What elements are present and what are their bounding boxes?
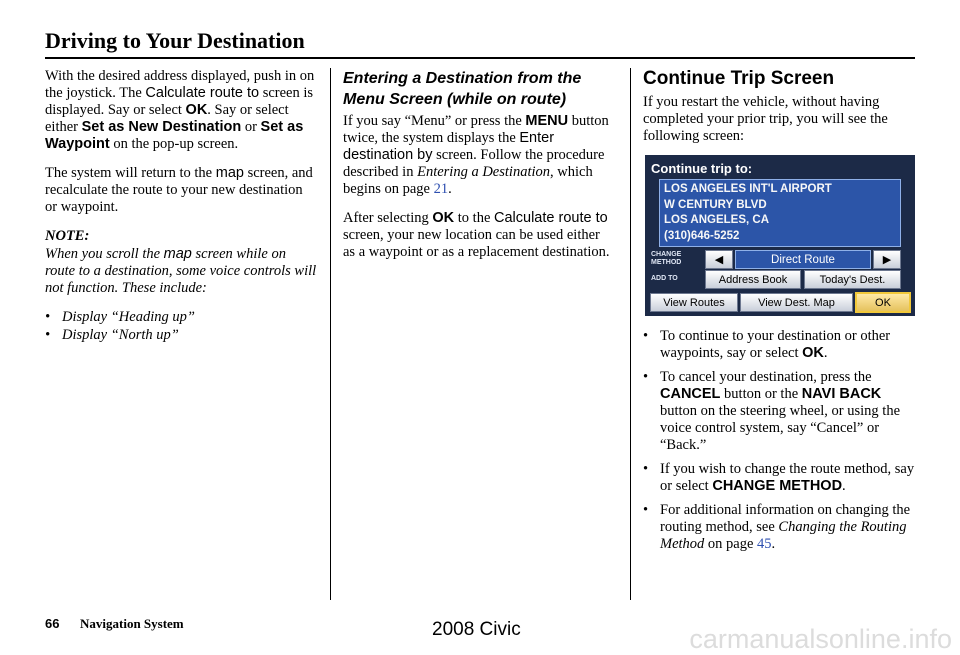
text-run: Set as Waypoint (45, 119, 304, 152)
note-body (45, 246, 317, 297)
todays-dest-button[interactable]: Today's Dest. (804, 270, 901, 289)
text-run: on the pop-up screen. (109, 136, 239, 152)
view-dest-map-button[interactable]: View Dest. Map (740, 293, 853, 312)
route-method-display: Direct Route (735, 250, 871, 269)
text-run: screen is displayed. Say or select (45, 85, 314, 118)
text-run: or (241, 119, 261, 135)
text-run: If you wish to change the route method, say or select (660, 461, 915, 494)
text-run: screen, your new location can be used either as a waypoint or as a replacement destination. (343, 227, 610, 260)
text-run: CANCEL (660, 386, 721, 402)
text-run: For additional information on changing the routing method, see (660, 502, 911, 535)
bullet-icon: • (45, 327, 51, 343)
add-to-label: ADD TO (651, 275, 678, 282)
site-watermark: carmanualsonline.info (689, 624, 952, 654)
list-item (643, 502, 918, 553)
text-run: NAVI BACK (801, 386, 882, 402)
bullet-icon: • (643, 461, 649, 477)
change-method-label: CHANGE METHOD (651, 251, 682, 266)
text-run: map (163, 246, 192, 262)
arrow-left-icon: ◀ (714, 254, 724, 266)
text-run: OK (185, 102, 208, 118)
text-run: button twice, the system displays the (343, 113, 609, 146)
footer-label: Navigation System (80, 616, 184, 631)
text-run: . (823, 345, 828, 361)
text-run: After selecting (343, 210, 433, 226)
text-run: OK (432, 210, 455, 226)
column-right (643, 68, 918, 560)
text-run: MENU (525, 113, 569, 129)
address-line: LOS ANGELES, CA (664, 214, 769, 226)
ok-button[interactable]: OK (855, 292, 911, 313)
paragraph-recalculate (45, 165, 317, 216)
text-run: to the (454, 210, 495, 226)
text-run: Calculate route to (145, 85, 260, 101)
text-run: Set as New Destination (81, 119, 242, 135)
paragraph-after-ok (343, 210, 613, 261)
bullet-icon: • (45, 309, 51, 325)
note-bullet: • Display “North up” (45, 327, 179, 343)
paragraph-calculate-route (45, 68, 317, 153)
note-label: NOTE: (45, 228, 90, 244)
address-line: LOS ANGELES INT'L AIRPORT (664, 183, 832, 195)
text-run: . (448, 181, 452, 197)
text-run: To cancel your destination, press the (660, 369, 872, 385)
section-heading-continue-trip: Continue Trip Screen (643, 68, 835, 89)
column-divider (330, 68, 331, 600)
page-title: Driving to Your Destination (45, 28, 305, 53)
view-routes-button[interactable]: View Routes (650, 293, 738, 312)
arrow-right-icon: ▶ (882, 254, 892, 266)
text-run: To continue to your destination or other waypoints, say or select (660, 328, 891, 361)
text-run: The system will return to the (45, 165, 216, 181)
paragraph-intro: If you restart the vehicle, without having completed your prior trip, you will see the following screen: (643, 94, 888, 144)
bullet-icon: • (643, 328, 649, 344)
address-book-button[interactable]: Address Book (705, 270, 801, 289)
page-link[interactable]: 21 (433, 181, 449, 197)
page-number: 66 (45, 616, 60, 631)
text-run: map (215, 165, 244, 181)
text-run: screen, and recalculate the route to your new destination or waypoint. (45, 165, 313, 215)
note-bullet-list (45, 309, 317, 344)
model-watermark: 2008 Civic (432, 619, 521, 640)
text-run: screen. Follow the procedure described in (343, 147, 605, 180)
text-run: When you scroll the (45, 246, 164, 262)
text-run: Enter destination by (343, 130, 555, 163)
text-run: button or the (720, 386, 802, 402)
title-rule (45, 57, 915, 59)
text-run: . Say or select either (45, 102, 289, 135)
bullet-icon: • (643, 502, 649, 518)
column-divider (630, 68, 631, 600)
note-bullet: • Display “Heading up” (45, 309, 195, 325)
text-run: , which begins on page (343, 164, 593, 197)
column-left (45, 68, 317, 345)
text-run: OK (802, 345, 824, 361)
continue-trip-screen (645, 155, 915, 316)
text-run: If you say “Menu” or press the (343, 113, 526, 129)
section-heading-menu-destination: Entering a Destination from the Menu Screen (while on route) (343, 70, 582, 108)
list-item (643, 369, 918, 454)
bullet-icon: • (643, 369, 649, 385)
list-item (643, 328, 918, 362)
route-next-button[interactable] (873, 250, 901, 269)
address-line: (310)646-5252 (664, 229, 740, 242)
screen-title: Continue trip to: (651, 161, 753, 176)
text-run: Entering a Destination (417, 164, 551, 180)
list-item (643, 461, 918, 495)
text-run: . (842, 478, 846, 494)
text-run: Changing the Routing Method (660, 519, 907, 552)
address-panel (659, 179, 901, 247)
text-run: . (771, 536, 776, 552)
text-run: Calculate route to (494, 210, 608, 226)
text-run: button on the steering wheel, or using the voice control system, say “Cancel” or “Back.” (660, 403, 901, 453)
column-middle (343, 68, 613, 273)
address-line: W CENTURY BLVD (664, 198, 767, 211)
text-run: CHANGE METHOD (712, 478, 843, 494)
page-link[interactable]: 45 (757, 536, 772, 552)
text-run: screen while on route to a destination, some voice controls will not function. These include: (45, 246, 317, 296)
text-run: With the desired address displayed, push in on the joystick. The (45, 68, 315, 101)
text-run: on page (704, 536, 758, 552)
bullet-list (643, 328, 918, 553)
paragraph-menu (343, 113, 613, 198)
route-prev-button[interactable] (705, 250, 733, 269)
